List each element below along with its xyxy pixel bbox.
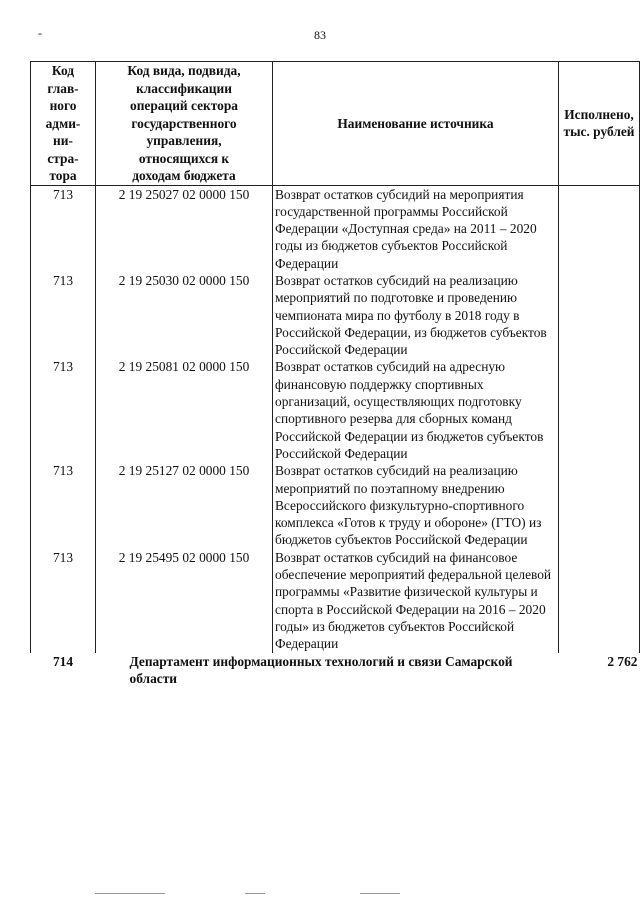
amount-cell: [559, 462, 640, 548]
department-row: [31, 653, 640, 688]
department-amount: 2 762: [607, 653, 638, 669]
corner-mark: -: [38, 26, 42, 40]
classification-code-cell: 2 19 25081 02 0000 150: [96, 358, 273, 462]
source-name-cell: Возврат остатков субсидий на мероприятия государственной программы Российской Федерации «Доступная среда» на 2011 – 2020 годы из бюджетов субъектов Российской Федерации: [273, 185, 559, 272]
revenue-sources-table: [30, 61, 640, 687]
classification-code-cell: 2 19 25030 02 0000 150: [96, 272, 273, 358]
header-executed-amount: Исполнено, тыс. рублей: [559, 62, 640, 186]
amount-cell: [559, 185, 640, 272]
admin-code-cell: 713: [31, 549, 96, 653]
header-admin-code: Код глав- ного адми- ни- стра- тора: [31, 62, 96, 186]
table-row: [31, 185, 640, 272]
department-name: Департамент информационных технологий и связи Самарской области: [129, 653, 513, 686]
page-number: 83: [314, 28, 326, 42]
table-header-row: [31, 62, 640, 186]
header-source-name: Наименование источника: [273, 62, 559, 186]
source-name-cell: Возврат остатков субсидий на адресную финансовую поддержку спортивных организаций, осуществляющих подготовку спортивного резерва для сборных команд Российской Федерации из бюджетов субъектов Российской Федерации: [273, 358, 559, 462]
admin-code-cell: 713: [31, 185, 96, 272]
source-name-cell: Возврат остатков субсидий на финансовое обеспечение мероприятий федеральной целевой программы «Развитие физической культуры и спорта в Российской Федерации на 2016 – 2020 годы» из бюджетов субъектов Российской Федерации: [273, 549, 559, 653]
scan-artifact: [95, 893, 165, 894]
admin-code-cell: 713: [31, 358, 96, 462]
classification-code-cell: 2 19 25495 02 0000 150: [96, 549, 273, 653]
source-name-cell: Возврат остатков субсидий на реализацию мероприятий по поэтапному внедрению Всероссийского физкультурно-спортивного комплекса «Готов к труду и обороне» (ГТО) из бюджетов субъектов Российской Федерации: [273, 462, 559, 548]
source-name-cell: Возврат остатков субсидий на реализацию мероприятий по подготовке и проведению чемпионата мира по футболу в 2018 году в Российской Федерации, из бюджетов субъектов Российской Федерации: [273, 272, 559, 358]
header-classification-code: Код вида, подвида, классификации операций сектора государственного управления, относящихся к доходам бюджета: [96, 62, 273, 186]
amount-cell: [559, 358, 640, 462]
scan-artifact: [360, 893, 400, 894]
classification-code-cell: 2 19 25027 02 0000 150: [96, 185, 273, 272]
table-row: [31, 272, 640, 358]
classification-code-cell: 2 19 25127 02 0000 150: [96, 462, 273, 548]
scan-artifact: [245, 893, 265, 894]
department-admin-code: 714: [52, 653, 74, 669]
admin-code-cell: 713: [31, 462, 96, 548]
amount-cell: [559, 272, 640, 358]
admin-code-cell: 713: [31, 272, 96, 358]
table-row: [31, 358, 640, 462]
table-row: [31, 462, 640, 548]
amount-cell: [559, 549, 640, 653]
table-row: [31, 549, 640, 653]
